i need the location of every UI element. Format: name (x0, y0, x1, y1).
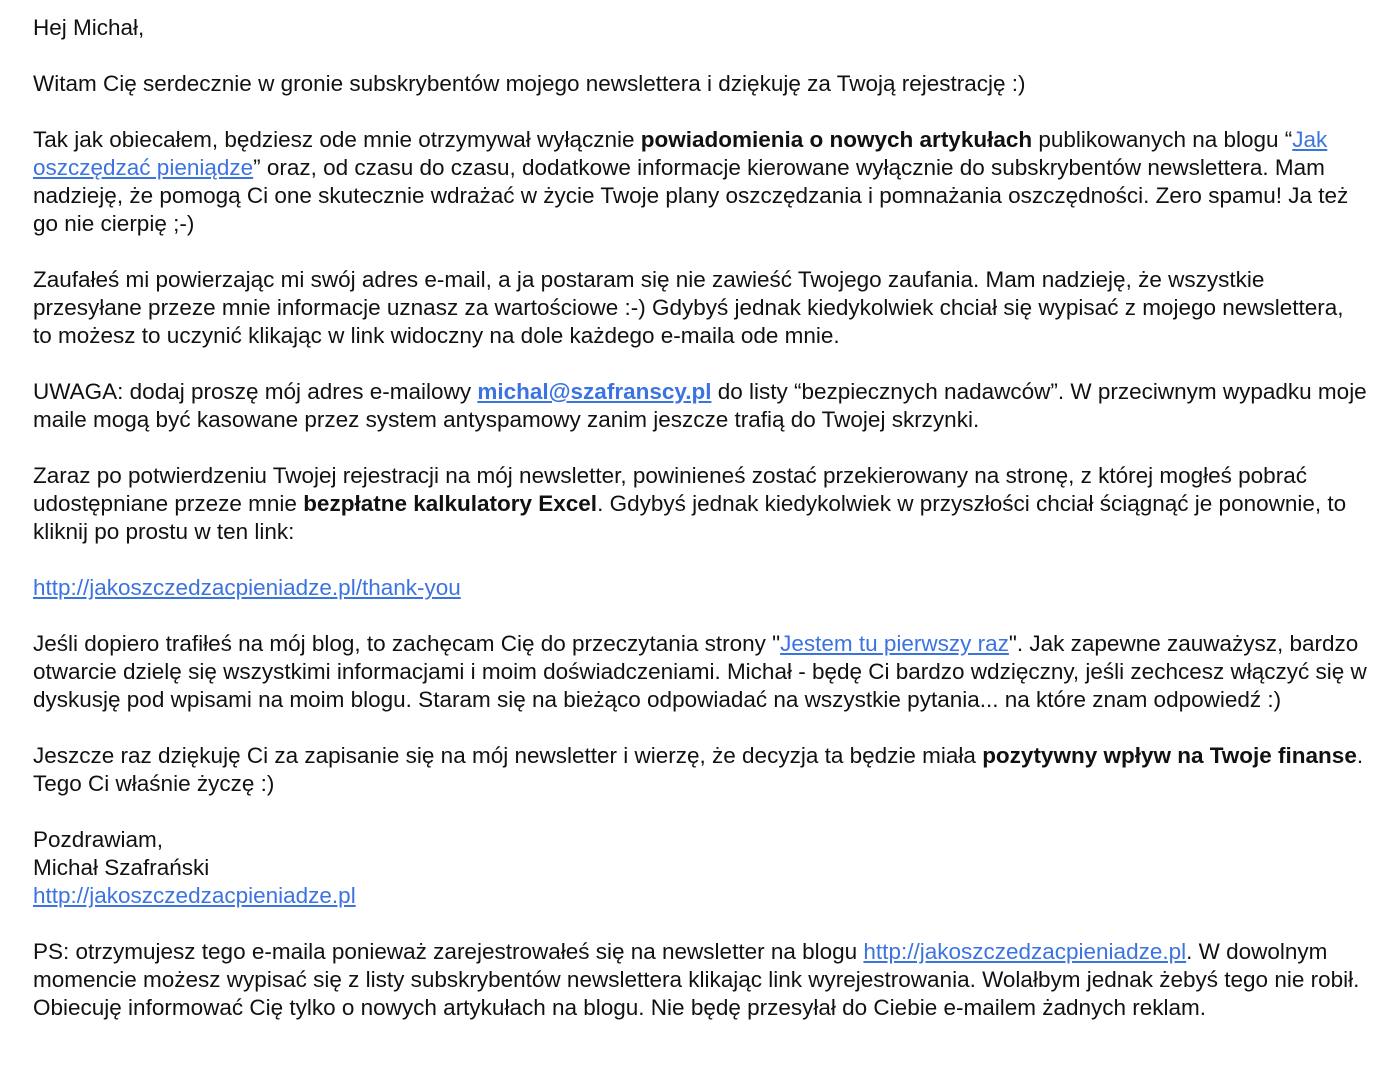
promise-text-2: publikowanych na blogu “ (1032, 127, 1293, 152)
ps-paragraph (33, 938, 1368, 1022)
ps-text-1: PS: otrzymujesz tego e-maila ponieważ zarejestrowałeś się na newsletter na blogu (33, 939, 864, 964)
warning-text-2: do listy “bezpiecznych nadawców”. W przeciwnym wypadku moje maile mogą być kasowane przez system antyspamowy zanim jeszcze trafią do Twojej skrzynki. (33, 379, 1367, 432)
email-body (33, 14, 1368, 1022)
calculators-text-2: . Gdybyś jednak kiedykolwiek w przyszłości chciał ściągnąć je ponownie, to kliknij po prostu w ten link: (33, 491, 1347, 544)
calculators-text-1: Zaraz po potwierdzeniu Twojej rejestracji na mój newsletter, powinieneś zostać przekierowany na stronę, z której mogłeś pobrać udostępniane przeze mnie (33, 463, 1307, 516)
signature-name: Michał Szafrański (33, 855, 210, 880)
promise-text-3: ” oraz, od czasu do czasu, dodatkowe informacje kierowane wyłącznie do subskrybentów newslettera. Mam nadzieję, że pomogą Ci one skutecznie wdrażać w życie Twoje plany oszczędzania i pomnażania oszczędności. Zero spamu! Ja też go nie cierpię ;-) (33, 155, 1349, 236)
first-time-link[interactable]: Jestem tu pierwszy raz (780, 631, 1009, 656)
promise-bold: powiadomienia o nowych artykułach (640, 127, 1033, 152)
blog-name-link[interactable]: Jak oszczędzać pieniądze (33, 127, 1328, 180)
email-address-link[interactable]: michal@szafranscy.pl (477, 379, 712, 404)
thank-you-paragraph (33, 574, 1368, 602)
thank-you-link[interactable]: http://jakoszczedzacpieniadze.pl/thank-you (33, 575, 461, 600)
promise-paragraph (33, 126, 1368, 238)
first-time-paragraph (33, 630, 1368, 714)
welcome-paragraph: Witam Cię serdecznie w gronie subskrybentów mojego newslettera i dziękuję za Twoją rejestrację :) (33, 71, 1026, 96)
promise-text-1: Tak jak obiecałem, będziesz ode mnie otrzymywał wyłącznie (33, 127, 641, 152)
ps-site-link[interactable]: http://jakoszczedzacpieniadze.pl (863, 939, 1187, 964)
trust-paragraph: Zaufałeś mi powierzając mi swój adres e-mail, a ja postaram się nie zawieść Twojego zaufania. Mam nadzieję, że wszystkie przesyłane przeze mnie informacje uznasz za wartościowe :-) Gdybyś jednak kiedykolwiek chciał się wypisać z mojego newslettera, to możesz to uczynić klikając w link widoczny na dole każdego e-maila ode mnie. (33, 267, 1344, 348)
ps-text-2: . W dowolnym momencie możesz wypisać się z listy subskrybentów newslettera klikając link wyrejestrowania. Wolałbym jednak żebyś tego nie robił. Obiecuję informować Cię tylko o nowych artykułach na blogu. Nie będę przesyłał do Ciebie e-mailem żadnych reklam. (33, 939, 1360, 1020)
signature (33, 826, 1368, 910)
thanks-text-2: . Tego Ci właśnie życzę :) (33, 743, 1364, 796)
calculators-paragraph (33, 462, 1368, 546)
signature-closing: Pozdrawiam, (33, 827, 164, 852)
calculators-bold: bezpłatne kalkulatory Excel (303, 491, 598, 516)
first-time-text-1: Jeśli dopiero trafiłeś na mój blog, to zachęcam Cię do przeczytania strony " (33, 631, 781, 656)
greeting: Hej Michał, (33, 15, 145, 40)
first-time-text-2: ". Jak zapewne zauważysz, bardzo otwarcie dzielę się wszystkimi informacjami i moim doświadczeniami. Michał - będę Ci bardzo wdzięczny, jeśli zechcesz włączyć się w dyskusję pod wpisami na moim blogu. Staram się na bieżąco odpowiadać na wszystkie pytania... na które znam odpowiedź :) (33, 631, 1367, 712)
thanks-paragraph (33, 742, 1368, 798)
warning-paragraph (33, 378, 1368, 434)
thanks-bold: pozytywny wpływ na Twoje finanse (982, 743, 1357, 768)
thanks-text-1: Jeszcze raz dziękuję Ci za zapisanie się na mój newsletter i wierzę, że decyzja ta będzie miała (33, 743, 983, 768)
warning-text-1: UWAGA: dodaj proszę mój adres e-mailowy (33, 379, 478, 404)
signature-site-link[interactable]: http://jakoszczedzacpieniadze.pl (33, 883, 356, 908)
